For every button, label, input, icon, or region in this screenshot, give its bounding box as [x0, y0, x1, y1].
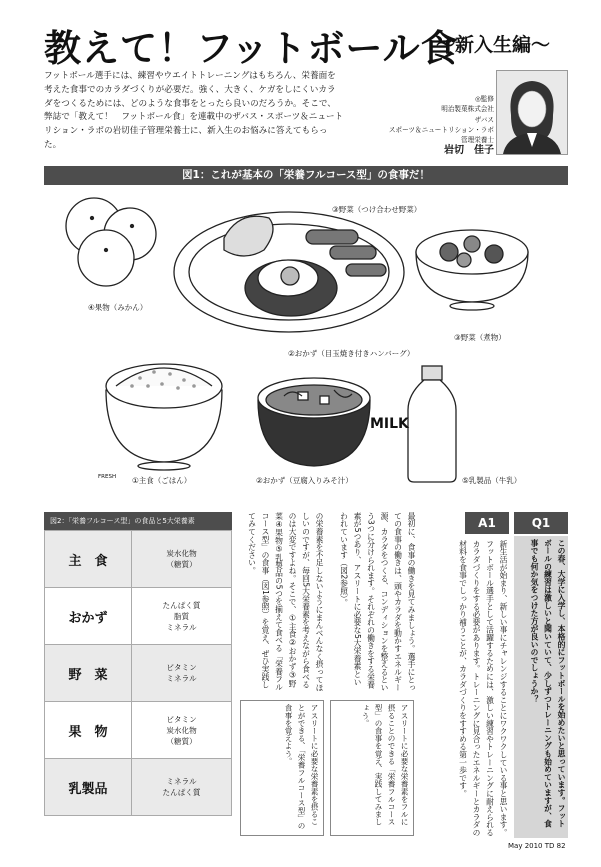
food-group: 乳製品 [45, 759, 132, 816]
supervisor-role: 管理栄養士 [461, 136, 494, 145]
table-row [45, 759, 232, 816]
supervisor-brand: ザバス [474, 115, 494, 124]
nutrients: ビタミン ミネラル [132, 645, 232, 702]
food-group: 野 菜 [45, 645, 132, 702]
table-row [45, 531, 232, 588]
caption-fruit: ④果物（みかん） [88, 303, 148, 312]
table-row [45, 588, 232, 645]
figure2-title: 図2：「栄養フルコース型」の食品と5大栄養素 [44, 512, 232, 530]
milk-label-top: FRESH [98, 474, 117, 480]
table-row [45, 645, 232, 702]
nutrients: ミネラル たんぱく質 [132, 759, 232, 816]
caption-okazu-hamburg: ②おかず（目玉焼き付きハンバーグ） [288, 349, 415, 358]
caption-rice: ①主食（ごはん） [132, 476, 192, 485]
food-group: 主 食 [45, 531, 132, 588]
nutrients: たんぱく質 脂質 ミネラル [132, 588, 232, 645]
nutrients: ビタミン 炭水化物 （糖質） [132, 702, 232, 759]
supervisor-lab: スポーツ＆ニュートリション・ラボ [388, 125, 494, 134]
nutrient-table [44, 530, 232, 816]
intro-paragraph: フットボール選手には、練習やウエイトトレーニングはもちろん、栄養面を考えた食事でのカラダづくりが必要だ。強く、大きく、ケガをしにくいカラダをつくるためには、どのような食事をとったら良いのだろうか。そこで、弊誌で「教えて！ フットボール食」を連載中のザバス・スポーツ＆ニュートリション・ラボの岩切佳子管理栄養士に、新入生のお悩みに答えてもらった。 [44, 71, 344, 150]
question-label: Q1 [514, 512, 568, 534]
caption-miso: ②おかず（豆腐入りみそ汁） [256, 476, 353, 485]
figure1-title: 図1：これが基本の「栄養フルコース型」の食事だ！ [44, 166, 568, 185]
answer-label: A1 [465, 512, 509, 534]
caption-veg-boiled: ③野菜（煮物） [454, 333, 506, 342]
caption-milk: ⑤乳製品（牛乳） [462, 476, 522, 485]
question-text: この春、大学に入学し、本格的にフットボールを始めたいと思っています。フットボールの練習は激しいと聞いていて、少しずつトレーニングも始めていますが、食事でも何か気をつけた方が良いのでしょうか？ [514, 536, 568, 838]
supervisor-label: ◎監修 [475, 95, 494, 103]
hamburg-plate-icon [174, 212, 404, 332]
answer-column-3: の栄養素を不足しないようにまんべんなく摂ってほしいのですが、毎回5大栄養素を考えながら食べるのは大変ですよね。そこで、①主食②おかず③野菜④果物⑤乳製品の5つを揃えて食べる「栄養フルコース型」の食事（図1参照）を覚え、ぜひ実践してみてください。 [247, 512, 324, 692]
milk-label-main: MILK [370, 416, 409, 432]
supervisor-photo [496, 70, 568, 155]
meal-illustration [44, 190, 568, 500]
summary-box-right: アスリートに必要な栄養素をフルに摂ることのできる「栄養フルコース型」の食事を覚え、実践してみましょう。 [330, 700, 414, 836]
page-subtitle: 〜新入生編〜 [436, 34, 551, 56]
miso-soup-bowl-icon [258, 378, 370, 466]
milk-bottle-icon [408, 366, 456, 482]
table-row [45, 702, 232, 759]
page-title: 教えて！フットボール食 [44, 27, 459, 70]
supervisor-company: 明治製菓株式会社 [441, 105, 494, 114]
food-group: 果 物 [45, 702, 132, 759]
answer-column-1: 新生活が始まり、新しい事にチャレンジすることにワクワクしている事と思います。フットボール選手として活躍するためには、激しい練習やトレーニングに耐えられるカラダづくりをする必要があります。トレーニングに見合ったエネルギーとカラダの材料を食事でしっかり補うことが、カラダづくりをすすめる第一歩です。 [458, 540, 508, 837]
supervisor-block [356, 94, 494, 157]
answer-column-2: 最初に、食事の働きを見てみましょう。選手にとっての食事の働きは、頭やカラダを動かすエネルギー源、カラダをつくる、コンディションを整えるという3つに分けられます。それぞれの働きをする栄養素が5つあり、アスリートに必要な5大栄養素といわれています（図2参照）。 [339, 512, 416, 692]
mandarin-icon [66, 198, 156, 286]
rice-bowl-icon [106, 364, 222, 470]
caption-veg-salad: ③野菜（つけ合わせ野菜） [332, 205, 422, 214]
food-group: おかず [45, 588, 132, 645]
supervisor-name: 岩切 佳子 [444, 145, 494, 157]
boiled-vegetables-bowl-icon [416, 230, 528, 310]
summary-box-left: アスリートに必要な栄養素を摂ることができる、「栄養フルコース型」の食事を覚えよう。 [240, 700, 324, 836]
page-footer: May 2010 TD 82 [508, 842, 566, 850]
nutrients: 炭水化物 （糖質） [132, 531, 232, 588]
